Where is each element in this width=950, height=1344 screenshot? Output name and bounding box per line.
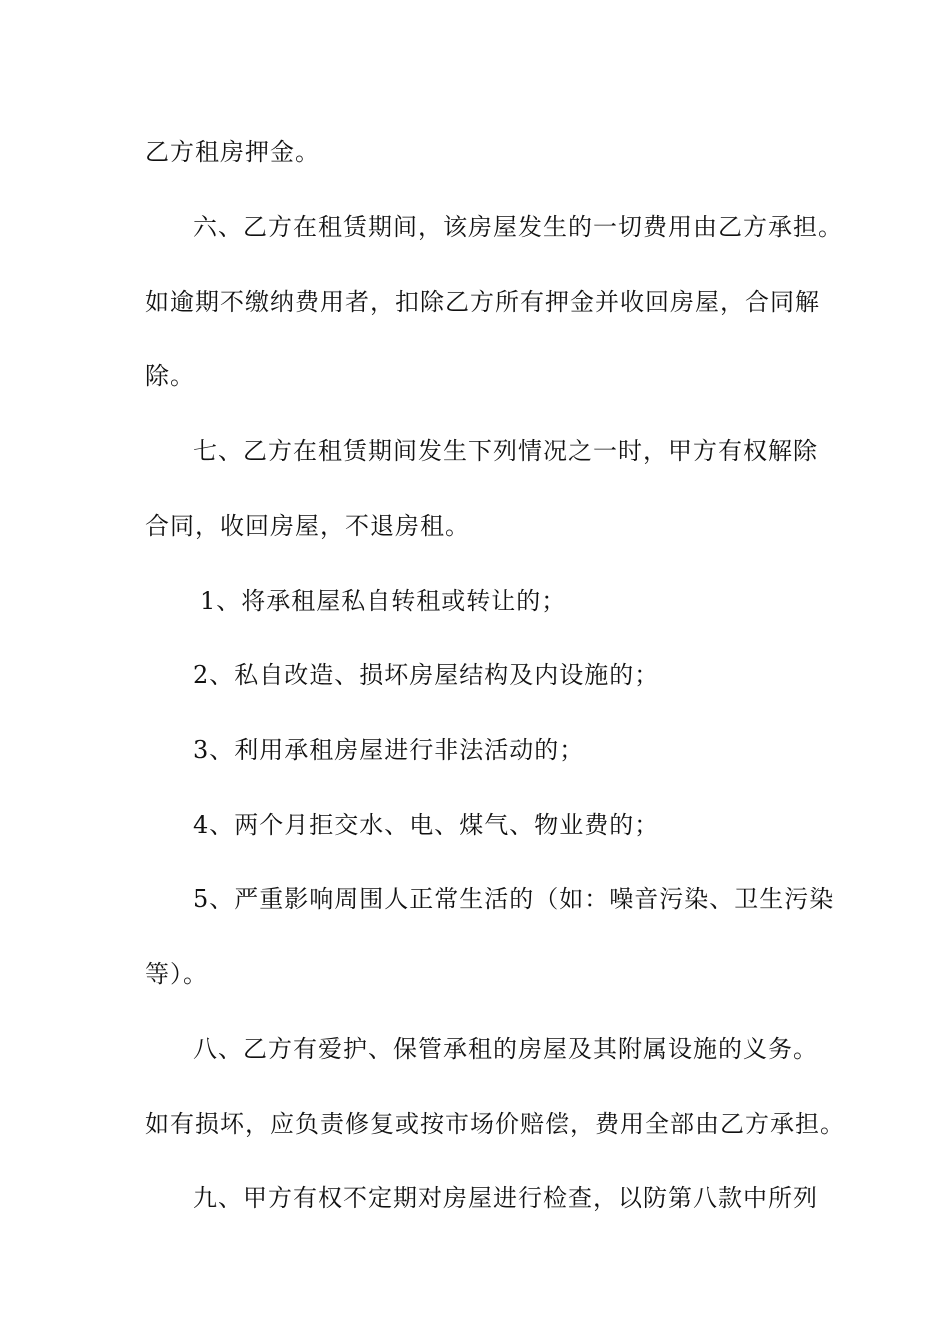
clause-9-heading: 九、甲方有权不定期对房屋进行检查，以防第八款中所列 [193, 1184, 818, 1212]
clause-7-line-2: 合同，收回房屋，不退房租。 [145, 512, 470, 540]
clause-6-line-2: 如逾期不缴纳费用者，扣除乙方所有押金并收回房屋，合同解 [145, 288, 820, 316]
clause-8-line-2: 如有损坏，应负责修复或按市场价赔偿，费用全部由乙方承担。 [145, 1110, 845, 1138]
clause-6-line-3: 除。 [145, 362, 195, 390]
clause-7-item-5-cont: 等）。 [145, 960, 208, 988]
clause-7-item-2: 2、私自改造、损坏房屋结构及内设施的； [193, 661, 660, 689]
clause-8-heading: 八、乙方有爱护、保管承租的房屋及其附属设施的义务。 [193, 1035, 818, 1063]
clause-7-item-5: 5、严重影响周围人正常生活的（如：噪音污染、卫生污染 [193, 885, 835, 913]
clause-6-heading: 六、乙方在租赁期间，该房屋发生的一切费用由乙方承担。 [193, 213, 843, 241]
clause-7-item-1: 1、将承租屋私自转租或转让的； [200, 587, 567, 615]
clause-7-item-3: 3、利用承租房屋进行非法活动的； [193, 736, 585, 764]
clause-7-item-4: 4、两个月拒交水、电、煤气、物业费的； [193, 811, 660, 839]
text-line-deposit: 乙方租房押金。 [145, 138, 320, 166]
clause-7-heading: 七、乙方在租赁期间发生下列情况之一时，甲方有权解除 [193, 437, 818, 465]
